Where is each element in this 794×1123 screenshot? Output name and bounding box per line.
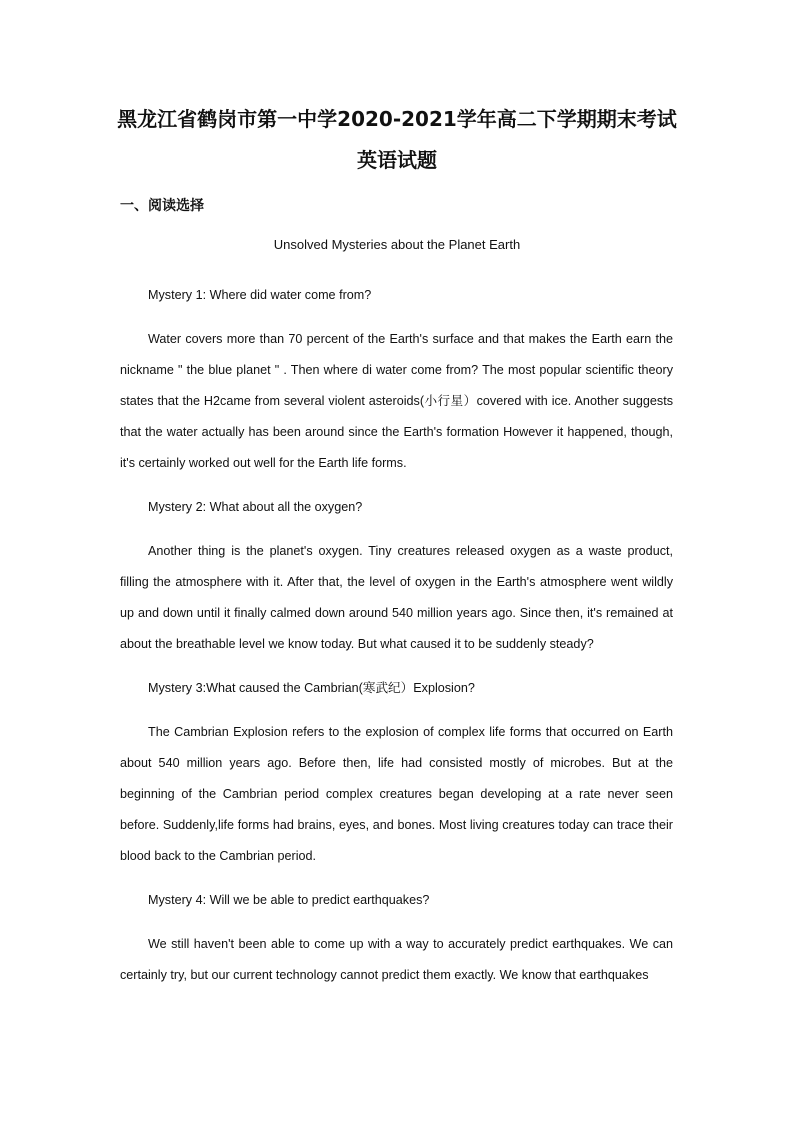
- mystery-2-heading: Mystery 2: What about all the oxygen?: [148, 500, 363, 514]
- mystery-4-heading: Mystery 4: Will we be able to predict earthquakes?: [148, 893, 430, 907]
- article-body: [120, 280, 673, 1004]
- section-heading: 一、阅读选择: [120, 198, 204, 214]
- mystery-3-paragraph: The Cambrian Explosion refers to the explosion of complex life forms that occurred on Earth about 540 million years ago. Before then, life had consisted mostly of microbes. But at the beginning of the Cambrian period complex creatures began developing at a rate never seen before. Suddenly,life forms had brains, eyes, and bones. Most living creatures today can trace their blood back to the Cambrian period.: [120, 725, 673, 863]
- mystery-3-heading: Mystery 3:What caused the Cambrian(寒武纪）Explosion?: [148, 681, 475, 695]
- mystery-1-heading: Mystery 1: Where did water come from?: [148, 288, 372, 302]
- document-title: 黑龙江省鹤岗市第一中学2020-2021学年高二下学期期末考试: [117, 107, 677, 131]
- article-title: Unsolved Mysteries about the Planet Earth: [273, 237, 521, 252]
- mystery-4-paragraph: We still haven't been able to come up with a way to accurately predict earthquakes. We can certainly try, but our current technology cannot predict them exactly. We know that earthquakes: [120, 937, 673, 982]
- document-subtitle: 英语试题: [357, 148, 437, 172]
- mystery-1-paragraph: Water covers more than 70 percent of the Earth's surface and that makes the Earth earn the nickname " the blue planet " . Then where di water come from? The most popular scientific theory states that the H2came from several violent asteroids(小行星）covered with ice. Another suggests that the water actually has been around since the Earth's formation However it happened, though, it's certainly worked out well for the Earth life forms.: [120, 332, 673, 470]
- mystery-2-paragraph: Another thing is the planet's oxygen. Tiny creatures released oxygen as a waste product, filling the atmosphere with it. After that, the level of oxygen in the Earth's atmosphere went wildly up and down until it finally calmed down around 540 million years ago. Since then, it's remained at about the breathable level we know today. But what caused it to be suddenly steady?: [120, 544, 673, 651]
